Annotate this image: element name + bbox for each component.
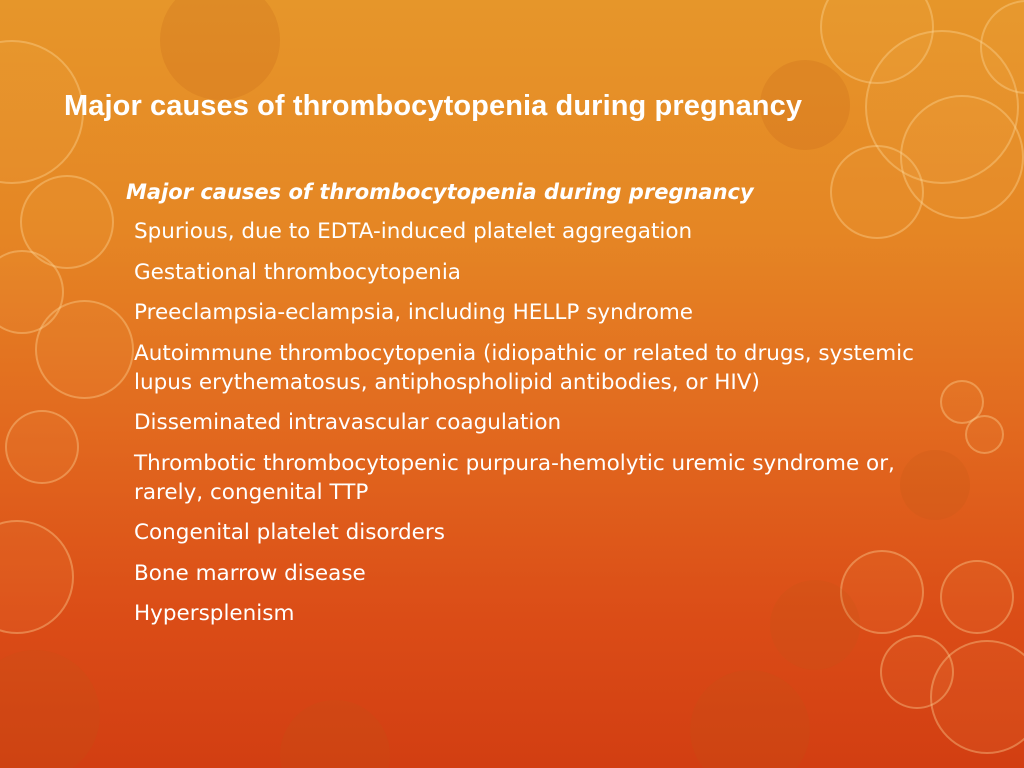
bokeh-dot (690, 670, 810, 768)
list-item: Gestational thrombocytopenia (134, 259, 461, 285)
list-item: Thrombotic thrombocytopenic purpura-hemolytic uremic syndrome or, rarely, congenital TTP (134, 450, 895, 505)
bokeh-circle (930, 640, 1024, 754)
bokeh-dot (280, 700, 390, 768)
list-item: Hypersplenism (134, 601, 295, 626)
bokeh-dot (160, 0, 280, 100)
bokeh-circle (35, 300, 134, 399)
bokeh-circle (865, 30, 1019, 184)
bokeh-circle (880, 635, 954, 709)
bokeh-dot (0, 650, 100, 768)
list-item: Spurious, due to EDTA-induced platelet aggregation (134, 219, 693, 244)
bokeh-circle (940, 380, 984, 424)
bokeh-circle (980, 0, 1024, 94)
bokeh-circle (820, 0, 934, 84)
list-item: Bone marrow disease (134, 560, 366, 586)
slide-subtitle: Major causes of thrombocytopenia during pregnancy (126, 180, 754, 204)
bokeh-circle (940, 560, 1014, 634)
list-item: Autoimmune thrombocytopenia (idiopathic or related to drugs, systemic lupus erythematosus, antiphospholipid antibodies, or HIV) (134, 340, 914, 395)
bokeh-circle (0, 250, 64, 334)
list-item: Preeclampsia-eclampsia, including HELLP syndrome (134, 300, 694, 325)
bokeh-circle (5, 410, 79, 484)
bokeh-circle (965, 415, 1004, 454)
slide-title: Major causes of thrombocytopenia during pregnancy (64, 90, 803, 122)
bokeh-circle (900, 95, 1024, 219)
bokeh-circle (20, 175, 114, 269)
bokeh-circle (0, 520, 74, 634)
list-item: Congenital platelet disorders (134, 520, 445, 545)
causes-list (134, 217, 914, 640)
list-item: Disseminated intravascular coagulation (134, 410, 562, 435)
